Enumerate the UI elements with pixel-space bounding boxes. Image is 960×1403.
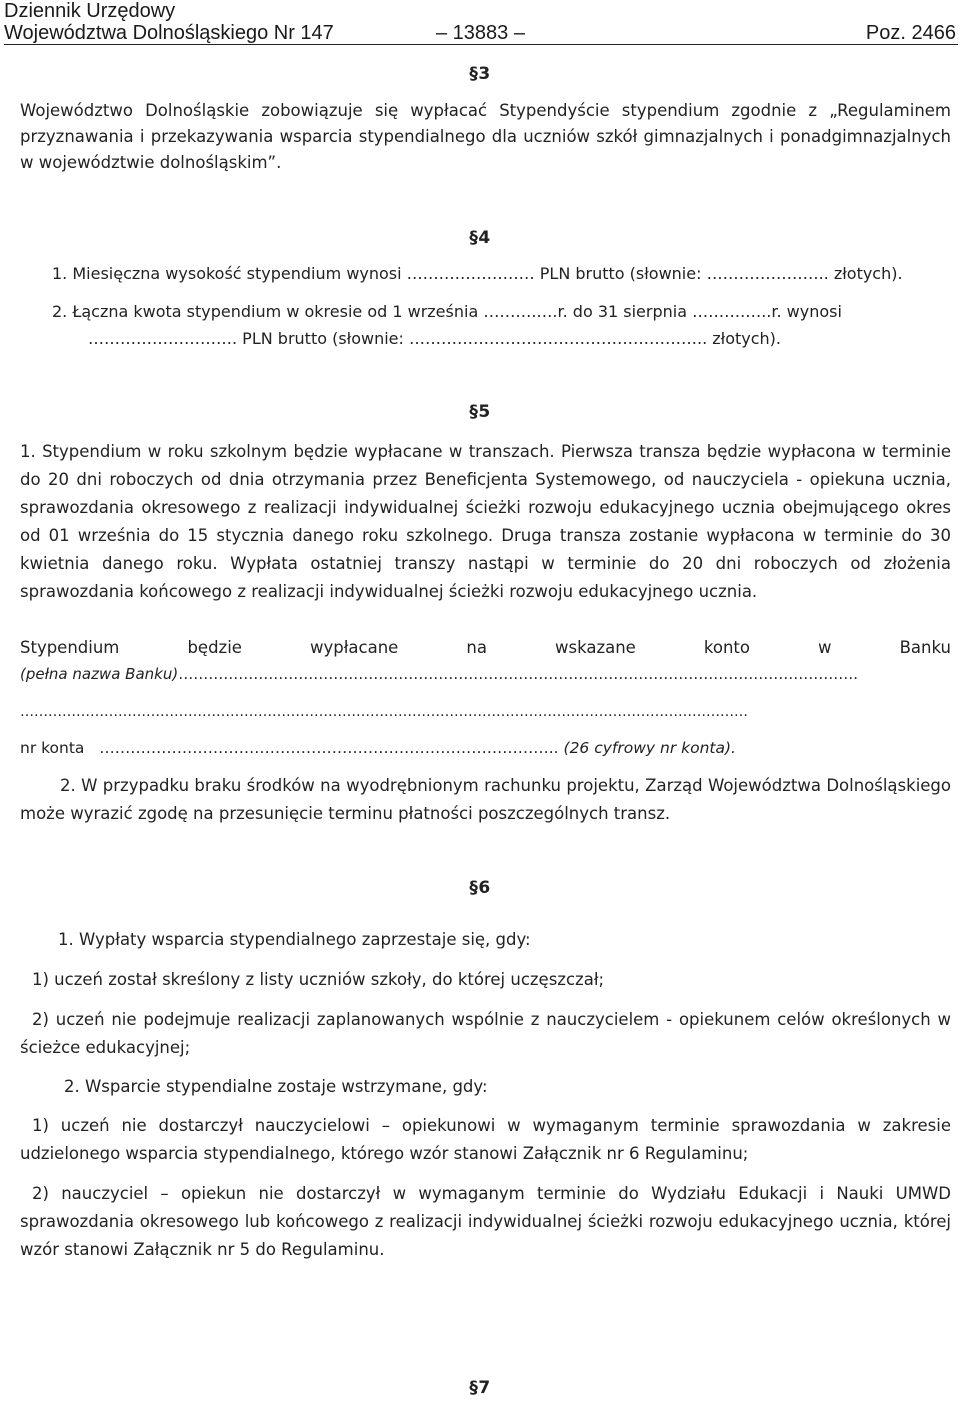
section-5-para-2: 2. W przypadku braku środków na wyodrębnionym rachunku projektu, Zarząd Województwa Dolnośląskiego może wyrazić zgodę na przesunięcie terminu płatności poszczególnych transz. [20, 776, 951, 823]
section-7-title: §7 [469, 1378, 491, 1398]
account-note: (26 cyfrowy nr konta). [563, 739, 736, 757]
section-6-point-2a: 1) uczeń nie dostarczył nauczycielowi – opiekunowi w wymaganym terminie sprawozdania w zakresie udzielonego wsparcia stypendialnego, którego wzór stanowi Załącznik nr 6 Regulaminu; [20, 1116, 951, 1163]
bank-word: Banku [899, 638, 951, 657]
bank-name-label: (pełna nazwa Banku) [20, 665, 179, 683]
bank-word: na [466, 638, 487, 657]
section-5-title: §5 [469, 402, 491, 422]
bank-word: konto [703, 638, 750, 657]
section-4-title: §4 [469, 228, 491, 248]
section-6-point-1a: 1) uczeń został skreślony z listy uczniów szkoły, do której uczęszczał; [32, 970, 605, 989]
account-dots: …………………………………………………………………………….. [99, 739, 559, 757]
section-6-point-1: 1. Wypłaty wsparcia stypendialnego zaprzestaje się, gdy: [58, 930, 531, 949]
section-5-para-1: 1. Stypendium w roku szkolnym będzie wypłacane w transzach. Pierwsza transza będzie wypłacona w terminie do 20 dni roboczych od dnia otrzymania przez Beneficjenta Systemowego, od nauczyciela - opiekuna ucznia, sprawozdania okresowego z realizacji indywidualnej ścieżki rozwoju edukacyjnego ucznia obejmującego okres od 01 września do 15 stycznia danego roku szkolnego. Druga transza zostanie wypłacona w terminie do 30 kwietnia danego roku. Wypłata ostatniej transzy nastąpi w terminie do 20 dni roboczych od złożenia sprawozdania końcowego z realizacji indywidualnej ścieżki rozwoju edukacyjnego ucznia. [20, 442, 951, 601]
bank-word: w [818, 638, 832, 657]
account-line [20, 734, 736, 762]
bank-word: Stypendium [20, 638, 120, 657]
section-6-point-2: 2. Wsparcie stypendialne zostaje wstrzymane, gdy: [64, 1077, 488, 1096]
position-number: Poz. 2466 [865, 22, 956, 44]
section-4-item-1: 1. Miesięczna wysokość stypendium wynosi …………………… PLN brutto (słownie: ………………….. złotych). [52, 264, 903, 283]
bank-line [20, 634, 951, 662]
section-4-item-2: 2. Łączna kwota stypendium w okresie od 1 września ……….….r. do 31 sierpnia ……….…..r. wynosi [52, 302, 842, 321]
blank-dots-line: ………………………………………………………………………………………………………………………………………… [20, 704, 748, 720]
bank-word: będzie [187, 638, 242, 657]
section-3-title: §3 [469, 64, 491, 84]
bank-word: wypłacane [309, 638, 399, 657]
bank-name-line [20, 660, 858, 688]
bank-word: wskazane [554, 638, 636, 657]
section-6-point-2b: 2) nauczyciel – opiekun nie dostarczył w wymaganym terminie do Wydziału Edukacji i Nauki UMWD sprawozdania okresowego lub końcowego z realizacji indywidualnej ścieżki rozwoju edukacyjnego ucznia, której wzór stanowi Załącznik nr 5 do Regulaminu. [20, 1184, 951, 1259]
section-3-text: Województwo Dolnośląskie zobowiązuje się wypłacać Stypendyście stypendium zgodnie z „Regulaminem przyznawania i przekazywania wsparcia stypendialnego dla uczniów szkół gimnazjalnych i ponadgimnazjalnych w województwie dolnośląskim”. [20, 101, 951, 172]
page-header [4, 0, 958, 45]
page-number: – 13883 – [436, 22, 525, 44]
section-6-title: §6 [469, 878, 491, 898]
section-6-point-1b: 2) uczeń nie podejmuje realizacji zaplanowanych wspólnie z nauczycielem - opiekunem celów określonych w ścieżce edukacyjnej; [20, 1010, 951, 1057]
bank-name-dots: ………………………………………………………………………………………………………………………. [178, 665, 858, 683]
journal-subtitle: Województwa Dolnośląskiego Nr 147 [4, 22, 334, 44]
journal-title: Dziennik Urzędowy [4, 0, 176, 22]
section-4-item-2-cont: ………………………. PLN brutto (słownie: ……………………………………………….. złotych). [88, 329, 781, 348]
account-label: nr konta [20, 739, 85, 757]
